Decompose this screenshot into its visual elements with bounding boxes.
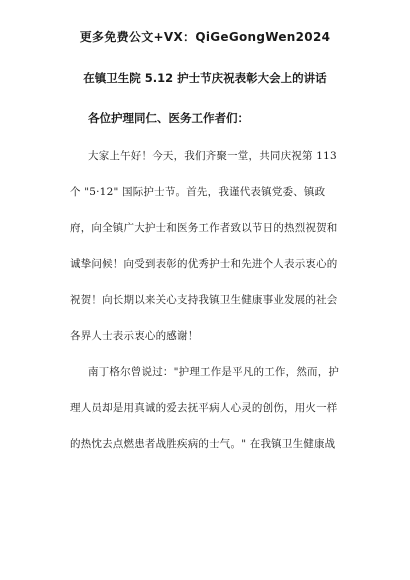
paragraph-line: 祝贺！向长期以来关心支持我镇卫生健康事业发展的社会 [70, 294, 338, 306]
paragraph-line: 的热忱去点燃患者战胜疾病的士气。" 在我镇卫生健康战 [70, 438, 336, 450]
document-title: 在镇卫生院 5.12 护士节庆祝表彰大会上的讲话 [83, 71, 327, 85]
paragraph-line: 理人员却是用真诚的爱去抚平病人心灵的创伤，用火一样 [70, 402, 338, 414]
paragraph-line: 各界人士表示衷心的感谢！ [70, 330, 199, 342]
paragraph-line: 个 "5·12" 国际护士节。首先，我谨代表镇党委、镇政 [70, 186, 326, 198]
paragraph-line: 诚挚问候！向受到表彰的优秀护士和先进个人表示衷心的 [70, 258, 338, 270]
paragraph-line: 南丁格尔曾说过："护理工作是平凡的工作，然而，护 [88, 366, 340, 378]
paragraph-line: 大家上午好！今天，我们齐聚一堂，共同庆祝第 113 [88, 150, 337, 162]
salutation: 各位护理同仁、医务工作者们： [88, 111, 249, 125]
promo-banner: 更多免费公文+VX：QiGeGongWen2024 [79, 30, 331, 44]
paragraph-line: 府，向全镇广大护士和医务工作者致以节日的热烈祝贺和 [70, 222, 338, 234]
